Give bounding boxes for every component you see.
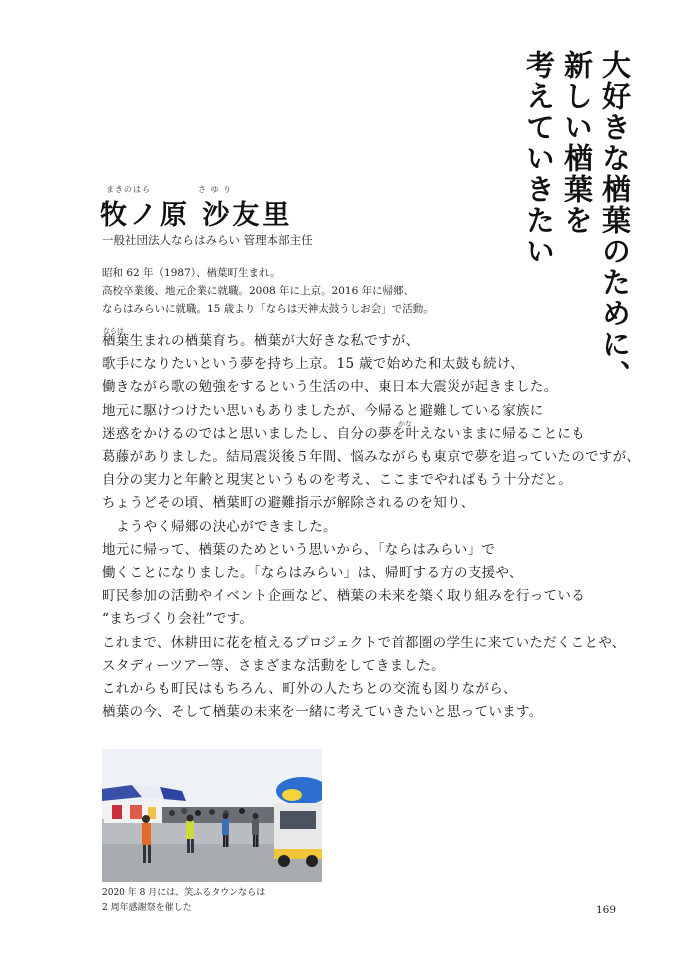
name-ruby-given: さ ゆ り	[198, 185, 233, 194]
person-role: 一般社団法人ならはみらい 管理本部主任	[102, 233, 313, 247]
page-number: 169	[596, 904, 617, 916]
person-name: 牧ノ原 沙友里	[100, 200, 293, 231]
profile-line: 高校卒業後、地元企業に就職。2008 年に上京。2016 年に帰郷、	[102, 285, 415, 297]
body-line: 地元に帰って、楢葉のためという思いから、「ならはみらい」で	[102, 541, 496, 558]
body-line: 葛藤がありました。結局震災後５年間、悩みながらも東京で夢を追っていたのですが、	[102, 449, 641, 466]
body-line: ちょうどその頃、楢葉町の避難指示が解除されるのを知り、	[102, 495, 475, 512]
body-line: これからも町民はもちろん、町外の人たちとの交流も図りながら、	[102, 681, 517, 698]
title-line-3: 考えていきたい	[522, 50, 556, 267]
body-line: これまで、休耕田に花を植えるプロジェクトで首都圏の学生に来ていただくことや、	[102, 634, 626, 651]
body-line: 楢葉の今、そして楢葉の未来を一緒に考えていきたいと思っています。	[102, 704, 543, 721]
body-text	[102, 330, 642, 724]
body-line: スタディーツアー等、さまざまな活動をしてきました。	[102, 657, 445, 674]
name-ruby-family: まきのはら	[106, 185, 151, 194]
body-line: “まちづくり会社”です。	[102, 611, 254, 628]
profile-block	[102, 264, 542, 318]
body-line: 町民参加の活動やイベント企画など、楢葉の未来を築く取り組みを行っている	[102, 588, 585, 605]
profile-line: ならはみらいに就職。15 歳より「ならは天神太鼓うしお会」で活動。	[102, 303, 434, 315]
caption-line: 2020 年 8 月には、笑ふるタウンならは	[102, 888, 266, 898]
title-line-2: 新しい楢葉を	[560, 50, 594, 236]
event-photo	[102, 749, 322, 882]
body-line: 地元に駆けつけたい思いもありましたが、今帰ると避難している家族に	[102, 402, 544, 419]
profile-line: 昭和 62 年（1987）、楢葉町生まれ。	[102, 267, 281, 279]
body-ruby-naraha: ならは	[103, 327, 124, 335]
body-ruby-kana: かな	[398, 420, 412, 428]
body-line: 自分の実力と年齢と現実というものを考え、ここまでやればもう十分だと。	[102, 472, 573, 489]
body-line: 歌手になりたいという夢を持ち上京。15 歳で始めた和太鼓も続け、	[102, 356, 525, 373]
body-line: 働くことになりました。「ならはみらい」は、帰町する方の支援や、	[102, 565, 523, 582]
body-line: 働きながら歌の勉強をするという生活の中、東日本大震災が起きました。	[102, 379, 558, 396]
body-line: 迷惑をかけるのではと思いましたし、自分の夢を叶えないままに帰ることにも	[102, 425, 585, 442]
title-line-1: 大好きな楢葉のために、	[598, 50, 632, 391]
body-line: ようやく帰郷の決心ができました。	[116, 518, 337, 535]
caption-line: 2 周年感謝祭を催した	[102, 903, 192, 913]
body-line: 楢葉生まれの楢葉育ち。楢葉が大好きな私ですが、	[102, 333, 420, 349]
event-photo-image	[102, 749, 322, 882]
photo-caption	[102, 886, 265, 916]
